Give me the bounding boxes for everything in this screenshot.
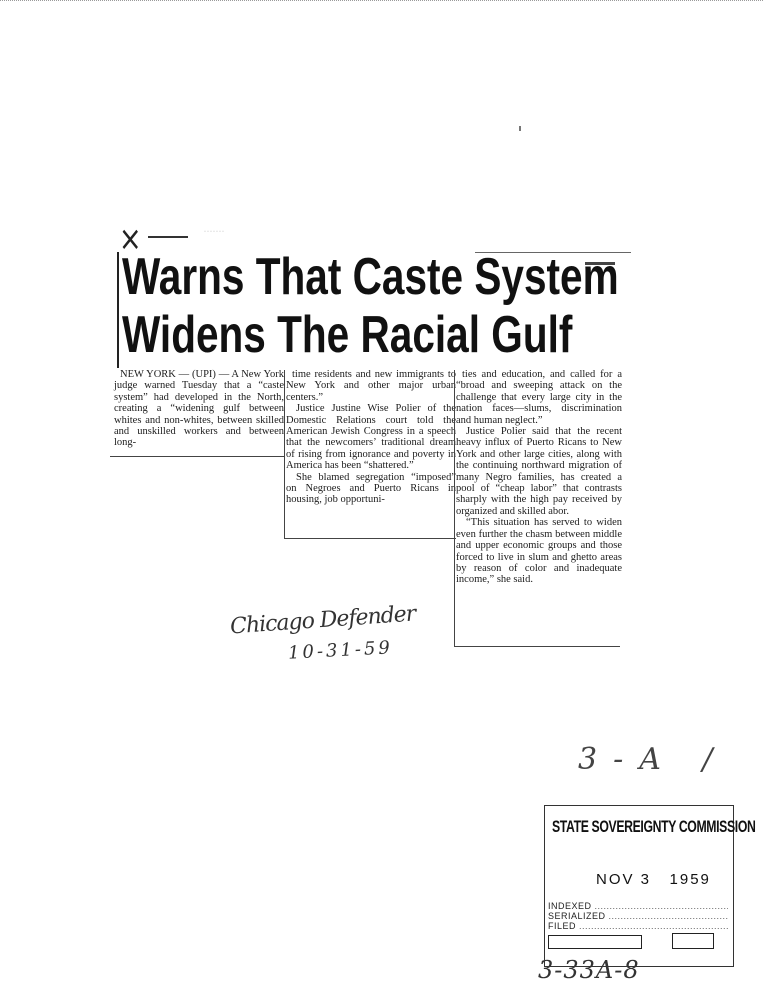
handwritten-source: Chicago Defender [229, 601, 417, 640]
headline-left-edge [117, 252, 119, 368]
headline-line-1: Warns That Caste System [122, 248, 619, 306]
article-paragraph: NEW YORK — (UPI) — A New York judge warned Tuesday that a “caste system” had developed in the North, creating a “widening gulf between whites and non-whites, between skilled and unskilled workers and between long- [114, 369, 284, 449]
stamp-entry-box-left [548, 935, 642, 949]
article-paragraph: time residents and new immigrants to New York and other major urban centers.” [286, 369, 456, 403]
article-column-2 [286, 369, 456, 506]
stamp-title: STATE SOVEREIGNTY COMMISSION [552, 817, 756, 836]
handwritten-reference-number: 3-33A-8 [538, 956, 640, 984]
article-paragraph: Justice Polier said that the recent heavy influx of Puerto Ricans to New York and other large cities, along with the continuing northward migration of many Negro families, has created a pool of “cheap labor” that contrasts sharply with the high pay received by organized and skilled abor. [456, 426, 622, 517]
stamp-field-filed: FILED ..... [548, 921, 728, 931]
corner-scribble-icon: ⨯ [118, 219, 142, 259]
stamp-entry-box-right [672, 933, 714, 949]
article-paragraph: ties and education, and called for a “broad and sweeping attack on the challenge that every large city in the nation faces—slums, discrimination and human neglect.” [456, 369, 622, 426]
column-divider-1 [284, 370, 285, 538]
article-column-3 [456, 369, 622, 586]
column-2-bottom-rule [284, 538, 456, 539]
column-divider-2 [454, 370, 455, 646]
stamp-field-serialized: SERIALIZED ..... [548, 911, 728, 921]
headline-line-2: Widens The Racial Gulf [122, 306, 573, 364]
scan-speck [519, 126, 521, 131]
article-column-1 [114, 369, 284, 449]
column-1-bottom-rule [110, 456, 284, 457]
column-3-bottom-rule [454, 646, 620, 647]
headline [122, 248, 619, 364]
stamp-field-list [548, 901, 728, 931]
faint-print-mark: ······· [204, 229, 225, 235]
stamp-date: NOV 3 1959 [596, 871, 711, 888]
newspaper-clipping [110, 219, 630, 652]
commission-stamp [544, 805, 756, 970]
article-paragraph: Justice Justine Wise Polier of the Domestic Relations court told the American Jewish Congress in a speech that the newcomers’ traditional dream of rising from ignorance and poverty in America has been “shattered.” [286, 403, 456, 472]
article-paragraph: She blamed segregation “imposed” on Negroes and Puerto Ricans in housing, job opportuni- [286, 471, 456, 506]
top-border-dots [0, 0, 763, 1]
article-paragraph: “This situation has served to widen even further the chasm between middle and upper economic groups and those forced to live in slum and ghetto areas by reason of color and inadequate income,” she said. [456, 517, 622, 586]
stamp-field-indexed: INDEXED ..... [548, 901, 728, 911]
clipping-top-rule [148, 236, 188, 238]
handwritten-marks: 3-A / [578, 742, 729, 777]
handwritten-date: 10-31-59 [287, 637, 394, 664]
